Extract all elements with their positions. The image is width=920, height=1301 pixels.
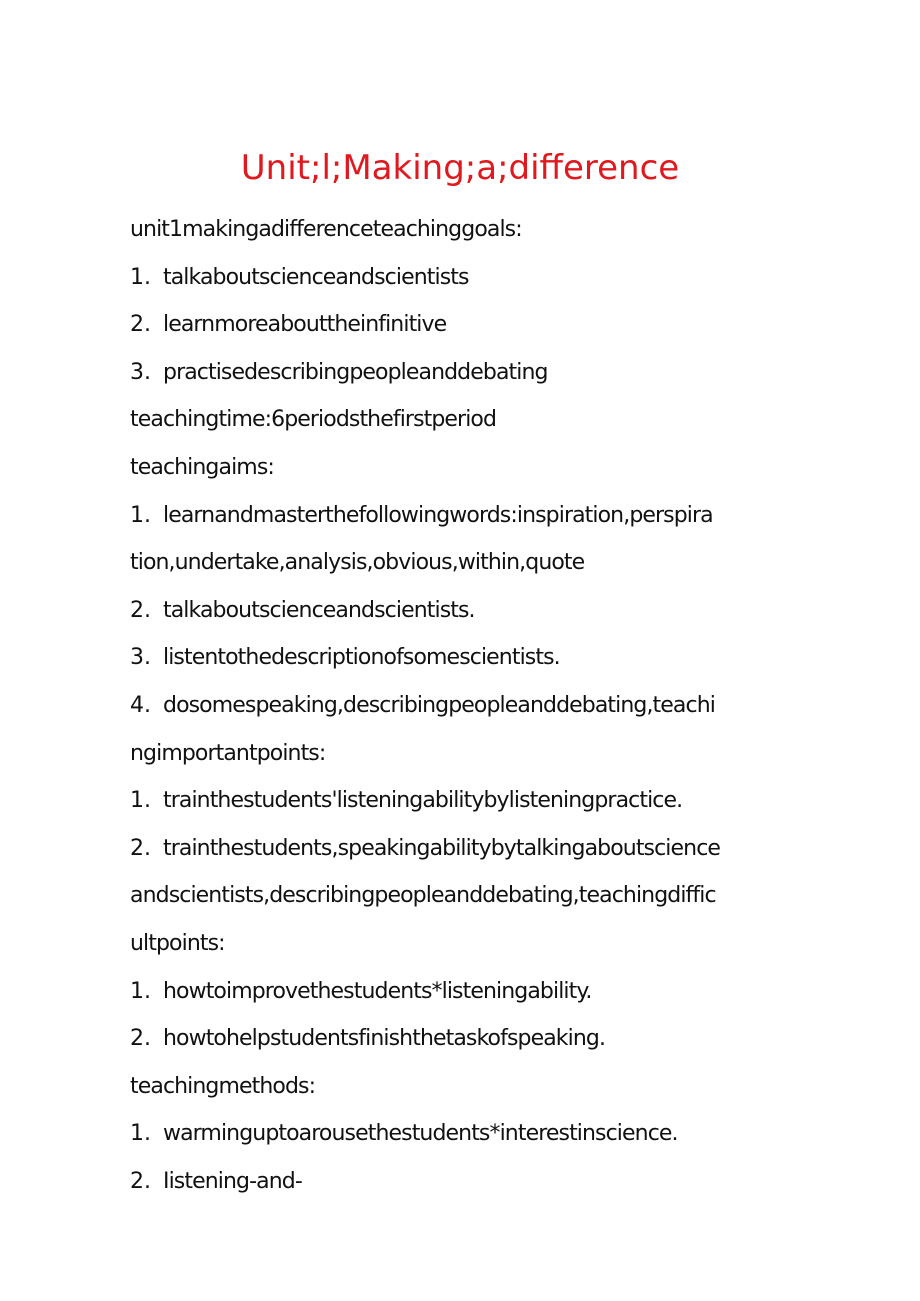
line-text: teachingtime:6periodsthefirstperiod (130, 407, 497, 433)
text-line (130, 353, 790, 401)
text-line (130, 734, 790, 782)
text-line (130, 924, 790, 972)
text-line (130, 210, 790, 258)
line-text: teachingmethods: (130, 1073, 316, 1099)
text-line (130, 448, 790, 496)
line-text: unit1makingadifferenceteachinggoals: (130, 217, 522, 242)
text-line (130, 400, 790, 448)
text-line (130, 1067, 790, 1115)
text-line (130, 1019, 790, 1067)
line-number: 1. (130, 1121, 151, 1147)
text-line (130, 829, 790, 877)
text-line (130, 543, 790, 591)
line-text: Iistening-and- (163, 1168, 302, 1194)
line-number: 1. (130, 978, 151, 1004)
line-text: practisedescribingpeopleanddebating (163, 359, 548, 385)
text-line (130, 305, 790, 353)
line-text: talkaboutscienceandscientists. (163, 597, 475, 623)
text-line (130, 686, 790, 734)
line-text: trainthestudents,speakingabilitybytalkingaboutscience (163, 835, 721, 861)
text-line (130, 1114, 790, 1162)
line-text: dosomespeaking,describingpeopleanddebating,teachi (163, 692, 715, 718)
line-text: trainthestudents'listeningabilitybylisteningpractice. (163, 788, 683, 814)
text-line (130, 591, 790, 639)
line-number: 3. (130, 645, 151, 671)
line-text: warminguptoarousethestudents*interestinscience. (163, 1121, 678, 1147)
line-text: listentothedescriptionofsomescientists. (163, 645, 560, 671)
line-text: talkaboutscienceandscientists (163, 264, 469, 290)
text-line (130, 258, 790, 306)
line-text: howtoimprovethestudents*listeningability. (163, 978, 592, 1004)
document-body (130, 210, 790, 1209)
line-number: 1. (130, 788, 151, 814)
text-line (130, 876, 790, 924)
line-number: 2. (130, 312, 151, 338)
line-number: 2. (130, 1026, 151, 1052)
line-number: 3. (130, 359, 151, 385)
document-title: Unit;l;Making;a;difference (240, 148, 680, 188)
line-text: andscientists,describingpeopleanddebating,teachingdiffic (130, 883, 716, 909)
line-number: 2. (130, 835, 151, 861)
line-number: 2. (130, 597, 151, 623)
line-text: teachingaims: (130, 454, 274, 480)
text-line (130, 1162, 790, 1210)
line-text: learnmoreabouttheinfinitive (163, 312, 447, 338)
text-line (130, 496, 790, 544)
text-line (130, 781, 790, 829)
text-line (130, 638, 790, 686)
line-number: 1. (130, 264, 151, 290)
line-text: tion,undertake,analysis,obvious,within,quote (130, 550, 585, 576)
line-text: ngimportantpoints: (130, 740, 326, 766)
line-text: ultpoints: (130, 930, 225, 956)
line-number: 2. (130, 1168, 151, 1194)
line-number: 1. (130, 502, 151, 528)
text-line (130, 972, 790, 1020)
line-number: 4. (130, 692, 151, 718)
line-text: learnandmasterthefollowingwords:inspiration,perspira (163, 502, 713, 528)
line-text: howtohelpstudentsfinishthetaskofspeaking. (163, 1026, 606, 1052)
